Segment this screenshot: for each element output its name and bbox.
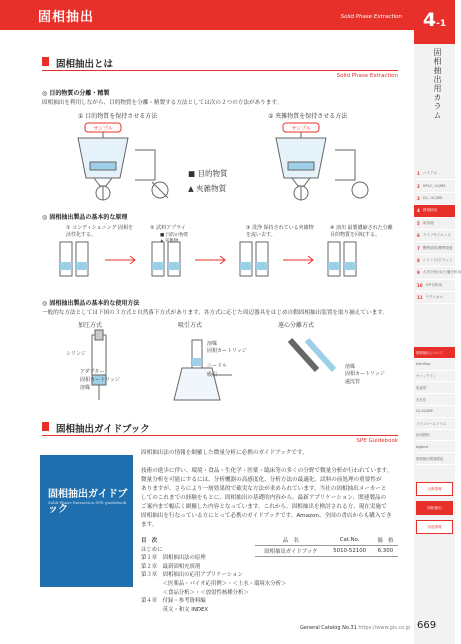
label-needle: ニードル	[207, 363, 228, 369]
section-mark	[42, 422, 49, 431]
page-number: 669	[417, 620, 437, 631]
label-solvent: 溶媒	[80, 385, 91, 391]
arrow-icon	[195, 256, 225, 264]
side-subnav-item[interactable]: 多孔性	[414, 394, 455, 406]
toc-item: 第４章 付録・参考資料編	[141, 598, 206, 605]
step2-cartridges	[152, 242, 180, 276]
step3-label: ③ 洗浄 保持されている夾雑物を流い去す。	[246, 225, 314, 238]
usage-title-suction: 吸引方式	[178, 322, 203, 329]
footer	[300, 625, 410, 631]
toc-item: ＜医薬品・バイオ応用例＞・＜土水・環境水分析＞	[141, 580, 287, 587]
toc-item: 第２章 最新固相充填剤	[141, 563, 201, 570]
section-sub-en: Solid Phase Extraction	[336, 73, 398, 79]
title-bar	[0, 0, 414, 30]
side-nav-item[interactable]: 5 前処理	[414, 218, 455, 230]
spe-button[interactable]: 固相抽出	[416, 501, 453, 515]
bullet-heading: ◎ 固相抽出製品の基本的な原理	[42, 214, 128, 221]
label-cartridge: 固相カートリッジ	[207, 348, 247, 354]
toc-heading: 目 次	[141, 538, 158, 544]
side-nav-item[interactable]: 11 テクニカル	[414, 292, 455, 304]
legend-impurity: ▲ 夾雑物質	[188, 184, 227, 193]
method-diagrams	[60, 120, 410, 205]
section-heading-what-is-spe: 固相抽出とは	[42, 55, 398, 71]
toc-item: 第１章 固相抽出法の原理	[141, 555, 206, 562]
side-nav-item[interactable]: 6 ライフサイエンス	[414, 230, 455, 242]
method2-label: ② 夾雑物質を保持させる方法	[268, 113, 348, 120]
page-title: 固相抽出	[38, 10, 95, 25]
legend-target: ■ 目的物質	[188, 169, 228, 178]
side-nav-item[interactable]: 10 ICP分析用	[414, 280, 455, 292]
method-legend	[188, 166, 227, 196]
footer-catalog: General Catalog No.31	[300, 625, 357, 631]
step1-cartridges	[60, 242, 88, 276]
side-nav-item[interactable]: 7 標準試料/標準物質	[414, 242, 455, 254]
step4-cartridges	[328, 242, 356, 276]
footer-url[interactable]: https://www.gls.co.jp	[358, 625, 411, 631]
step3-cartridges	[240, 242, 268, 276]
svg-text:サンプル: サンプル	[291, 126, 311, 132]
label-solvent: 溶媒	[345, 364, 356, 370]
bullet-heading: ◎ 固相抽出製品の基本的な使用方法	[42, 300, 140, 307]
book-title: 固相抽出ガイドブック	[48, 489, 128, 515]
label-suction: 吸引	[207, 372, 218, 378]
side-nav-item[interactable]: 3 GC, GC/MS	[414, 193, 455, 205]
label-adapter: アダプター	[80, 369, 105, 375]
side-nav	[414, 168, 461, 304]
section-heading-guidebook: 固相抽出ガイドブック	[42, 420, 398, 436]
label-tube: 遠沈管	[345, 379, 361, 385]
side-subnav-item[interactable]: ライフコールドリル	[414, 418, 455, 430]
usage-title-centrifuge: 遠心分離方式	[278, 322, 315, 329]
side-nav-item[interactable]: 1 バイアル	[414, 168, 455, 180]
toc-item: はじめに	[141, 546, 163, 553]
table-header-row: 品 名 Cat.No. 価 格	[255, 535, 398, 546]
label-cartridge: 固相カートリッジ	[345, 371, 385, 377]
step4-label: ④ 溶出 最製濃縮された分離目的物質を回収する。	[330, 225, 393, 238]
toc-item: 第３章 固相抽出の応用アプリケーション	[141, 572, 243, 579]
page-subtitle-en: Solid Phase Extraction	[340, 14, 402, 20]
side-subnav	[414, 347, 455, 465]
label-cartridge: 固相カートリッジ	[80, 377, 120, 383]
side-bottom-buttons	[416, 482, 453, 539]
side-subnav-item[interactable]: ヴァックイン	[414, 371, 455, 383]
guidebook-cover	[40, 455, 133, 587]
method2-diagram	[276, 123, 368, 200]
usage-title-pressure: 加圧方式	[78, 322, 103, 329]
step2-label: ② 試料アプライ	[150, 225, 186, 231]
guidebook-description: 技術の進歩に伴い、環境・食品・生化学・医薬・臨床等の多くの分野で微量分析が行われています。 微量分析を可能にするには、分析機器の高感度化、分析方法の最適化、試料の前処理の重要性が ありますが、さらにより一層効果的で確実な方法が求められています。当社の固相抽出メーカーと してのこれまでの経験をもとに、固相抽出の基礎的内容から、最新アプリケーション、関連製品の ご案内まで幅広く網羅した内容となっています。これから、固相抽出を検討される方、現在実施で 固相抽出を行なっている方にとって必携のガイドブックです。Amazon、全国の書店からも購入でき ます。	[141, 468, 393, 528]
product-table	[255, 535, 398, 557]
side-nav-item[interactable]: 9 大気分析/水/土壌分析用	[414, 267, 455, 279]
toc-item: ＜食品分析＞・＜放射性核種分析＞	[141, 589, 249, 596]
label-solvent: 溶媒	[207, 341, 218, 347]
principle-diagram	[45, 232, 405, 292]
side-subnav-item[interactable]: 固相抽出について	[414, 347, 455, 359]
side-subnav-item[interactable]: Agilent	[414, 441, 455, 453]
arrow-icon	[283, 256, 313, 264]
side-subnav-item[interactable]: InertSep	[414, 359, 455, 371]
side-subnav-item[interactable]: 固相抽出関連製品	[414, 453, 455, 465]
step2-legend: ■ 目的の物質	[160, 233, 189, 238]
side-nav-item[interactable]: 8 シリンジ/ピペット	[414, 255, 455, 267]
svg-text:サンプル: サンプル	[93, 126, 113, 132]
pressure-diagram	[92, 330, 106, 400]
method1-diagram	[78, 123, 168, 200]
chapter-vertical-title: 固相抽出用カラム	[433, 48, 442, 120]
side-subnav-item[interactable]: GL-SCARE	[414, 406, 455, 418]
source-info-button[interactable]: 出典情報	[416, 482, 453, 496]
chapter-number: 4-1	[414, 0, 455, 44]
label-syringe: シリンジ	[66, 351, 86, 357]
bullet-heading: ◎ 目的物質の分離・精製	[42, 90, 110, 97]
centrifuge-diagram	[290, 340, 334, 370]
book-subtitle: Solid Phase Extraction SPE guidebook	[48, 500, 127, 505]
guidebook-intro: 固相抽出法の情報を網羅した微量分析に必携のガイドブックです。	[141, 450, 308, 456]
toc-item: 英文・和文 INDEX	[141, 606, 209, 613]
paragraph: 固相抽出を利用しながら、目的物質を分離・精製する方法としては次の２つの方法があります。	[42, 100, 283, 106]
side-nav-item[interactable]: 2 HPLC, LC/MS	[414, 180, 455, 192]
arrow-icon	[105, 256, 135, 264]
paragraph: 一般的な方法としては下図の３方式と自然落下方式があります。各方式に応じた周辺器具をはじめ自動固相抽出装置を取り揃えています。	[42, 310, 388, 316]
step1-label: ① コンディショニング 固相を活性化する。	[66, 225, 134, 238]
table-row: 固相抽出ガイドブック 5010-52100 6,300	[255, 546, 398, 557]
usage-info-button[interactable]: 用途情報	[416, 520, 453, 534]
section-mark	[42, 57, 49, 66]
section-sub-en: SPE Guidebook	[356, 438, 398, 444]
side-subnav-item[interactable]: 用途別	[414, 382, 455, 394]
side-subnav-item[interactable]: 汎用固相	[414, 430, 455, 442]
method1-label: ① 目的物質を保持させる方法	[78, 113, 158, 120]
side-nav-item-active[interactable]: 4 固相抽出	[414, 205, 455, 217]
